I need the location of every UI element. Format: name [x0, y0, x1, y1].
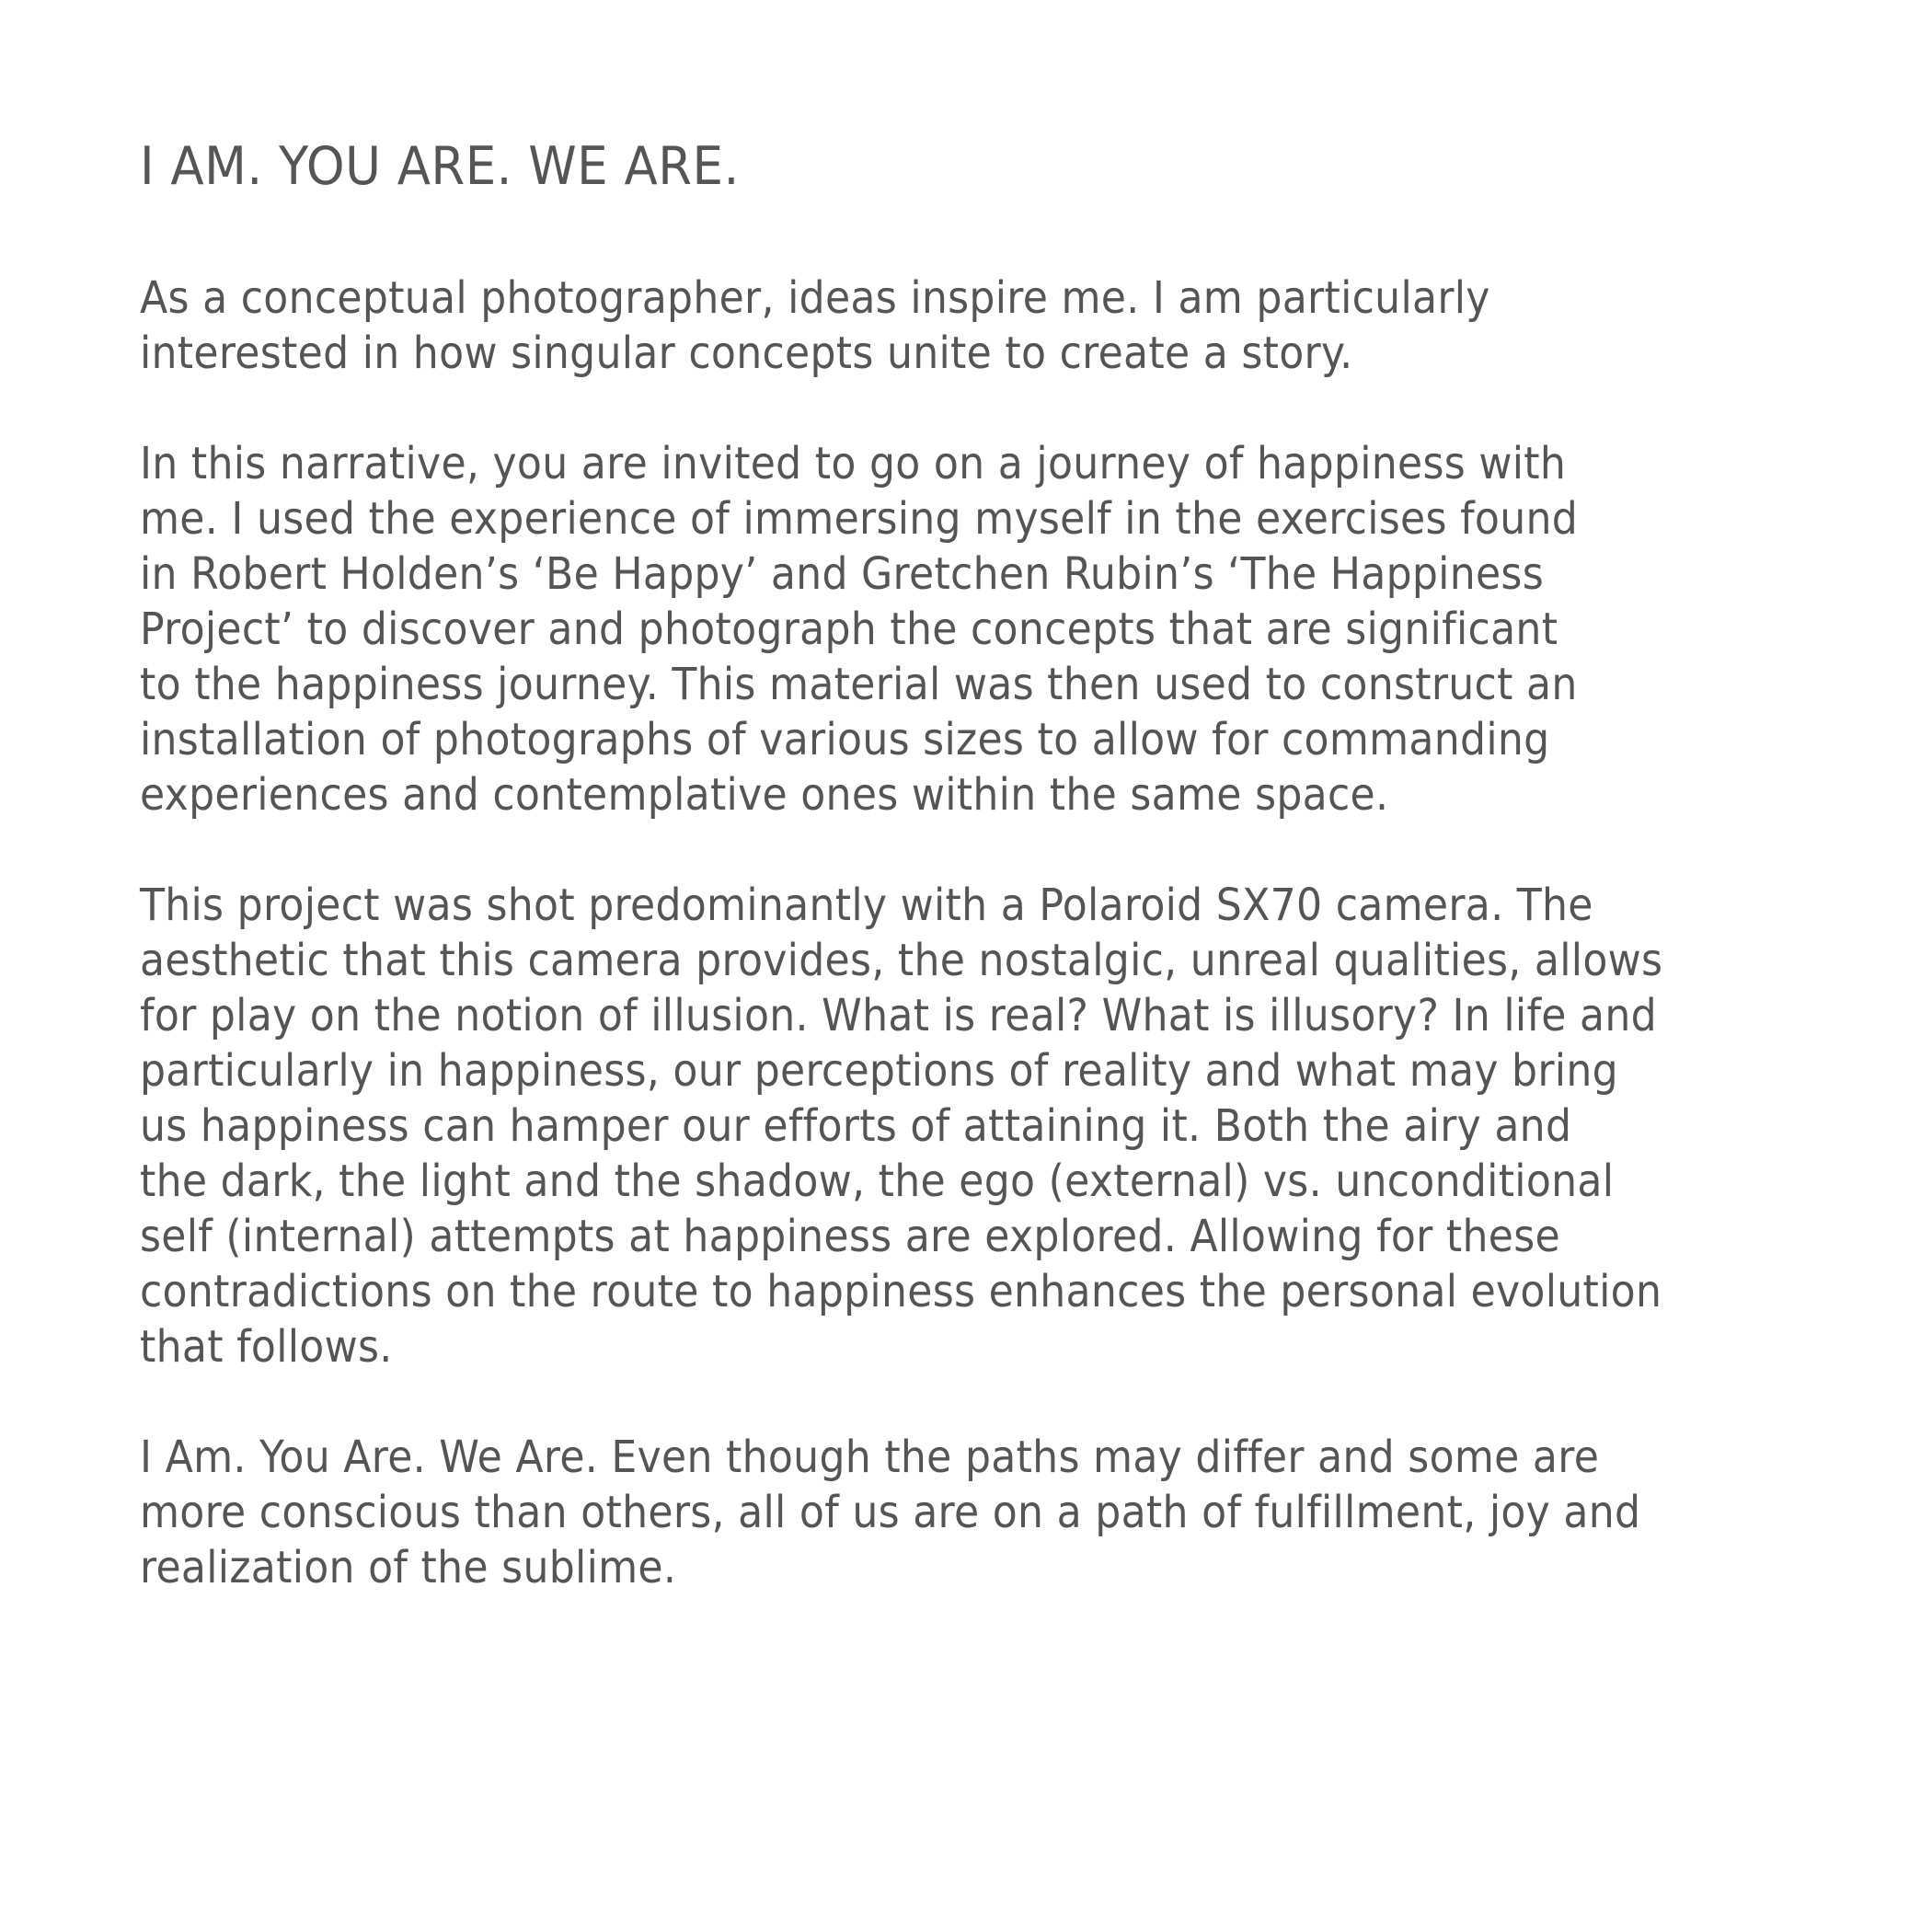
text-line: I Am. You Are. We Are. Even though the paths may differ and some are: [140, 1432, 1600, 1483]
text-line: particularly in happiness, our perceptions of reality and what may bring: [140, 1045, 1618, 1097]
text-line: In this narrative, you are invited to go on a journey of happiness with: [140, 438, 1567, 489]
paragraph-closing: [140, 1430, 1795, 1595]
text-line: me. I used the experience of immersing myself in the exercises found: [140, 493, 1579, 545]
text-line: As a conceptual photographer, ideas inspire me. I am particularly: [140, 272, 1490, 324]
text-line: us happiness can hamper our efforts of attaining it. Both the airy and: [140, 1100, 1572, 1152]
paragraph-intro: [140, 270, 1795, 381]
text-line: for play on the notion of illusion. What is real? What is illusory? In life and: [140, 990, 1657, 1041]
text-line: that follows.: [140, 1321, 393, 1373]
text-line: more conscious than others, all of us are on a path of fulfillment, joy and: [140, 1487, 1641, 1538]
paragraph-narrative: [140, 436, 1795, 822]
text-line: installation of photographs of various sizes to allow for commanding: [140, 714, 1550, 765]
text-line: Project’ to discover and photograph the concepts that are significant: [140, 604, 1558, 655]
paragraph-polaroid: [140, 878, 1795, 1374]
text-line: experiences and contemplative ones within the same space.: [140, 769, 1389, 821]
page-title: I AM. YOU ARE. WE ARE.: [140, 136, 740, 197]
text-line: self (internal) attempts at happiness are explored. Allowing for these: [140, 1211, 1560, 1262]
text-line: contradictions on the route to happiness enhances the personal evolution: [140, 1266, 1662, 1317]
text-line: aesthetic that this camera provides, the nostalgic, unreal qualities, allows: [140, 935, 1663, 986]
text-line: in Robert Holden’s ‘Be Happy’ and Gretchen Rubin’s ‘The Happiness: [140, 548, 1545, 600]
text-line: interested in how singular concepts unite to create a story.: [140, 328, 1353, 379]
text-line: to the happiness journey. This material was then used to construct an: [140, 659, 1578, 710]
text-line: This project was shot predominantly with a Polaroid SX70 camera. The: [140, 880, 1593, 931]
text-line: realization of the sublime.: [140, 1542, 677, 1593]
body-text: [140, 270, 1795, 1650]
text-line: the dark, the light and the shadow, the ego (external) vs. unconditional: [140, 1156, 1615, 1207]
